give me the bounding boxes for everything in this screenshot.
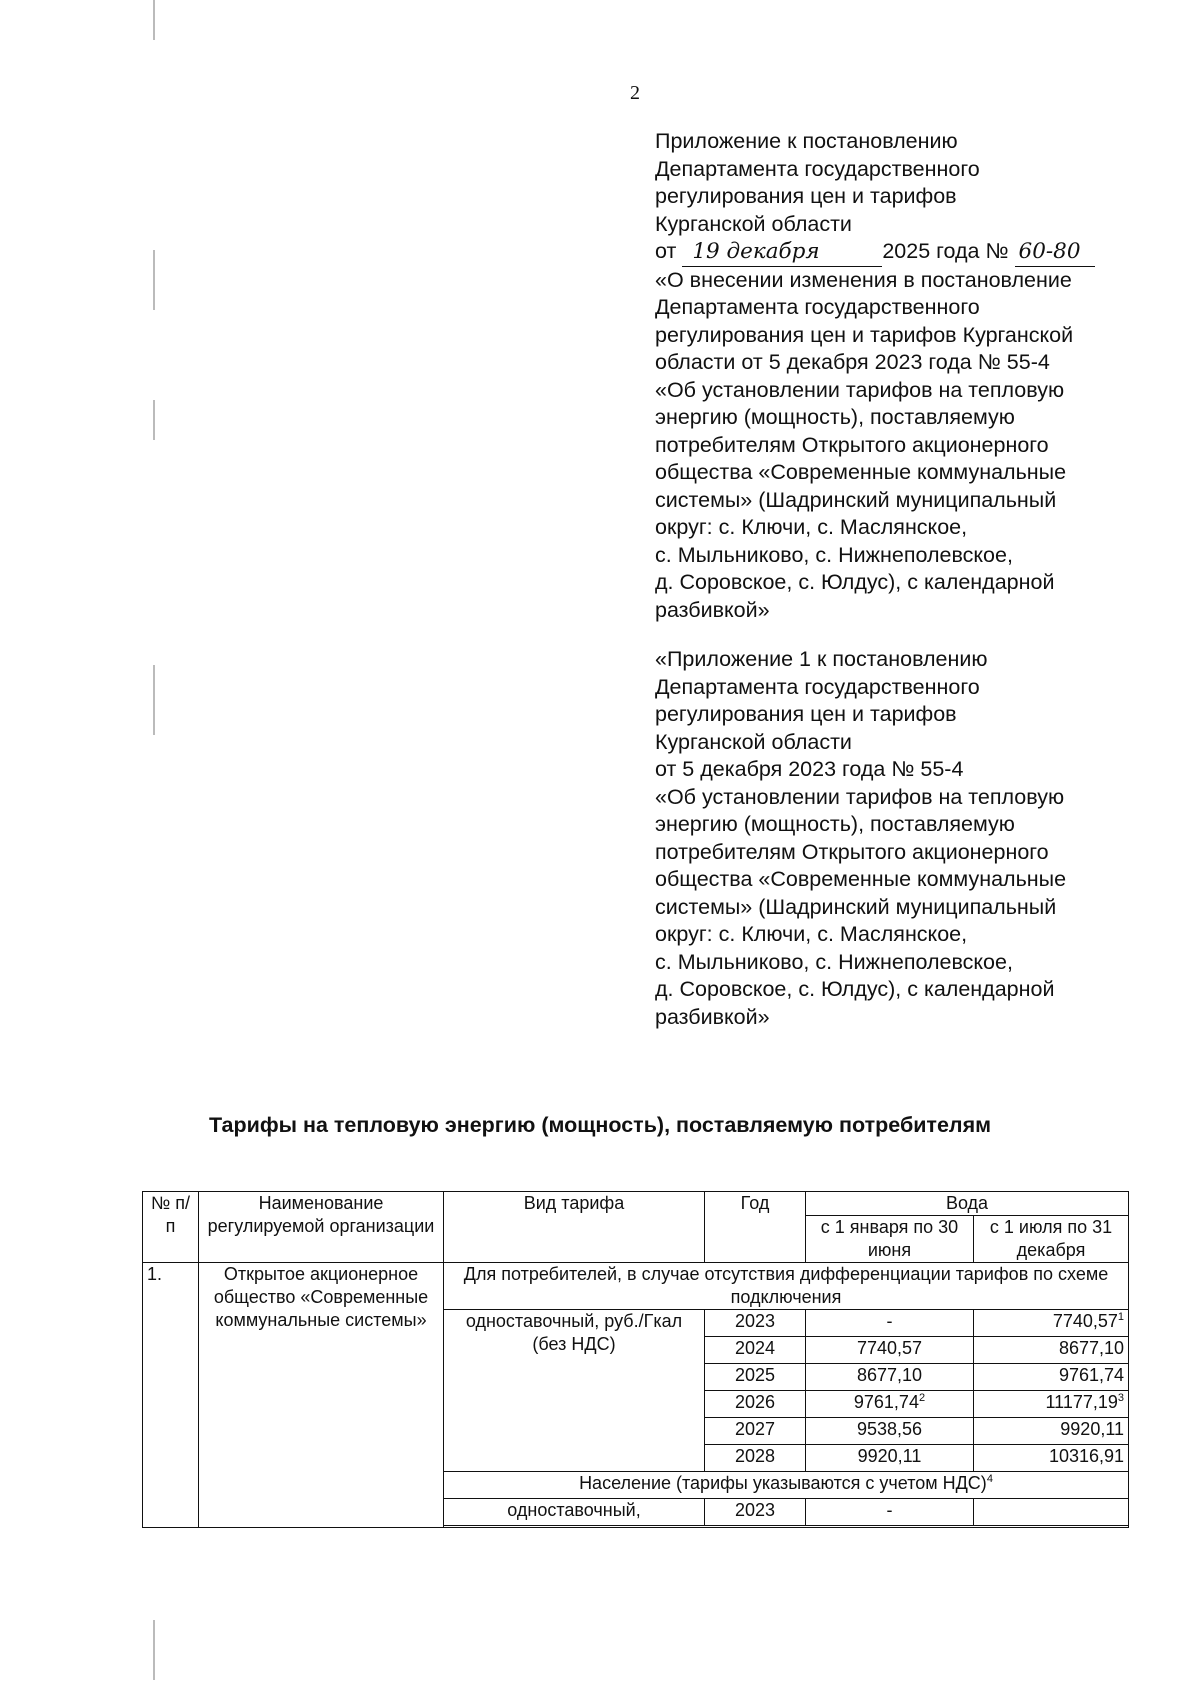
header-year: Год [705, 1192, 806, 1263]
header-water: Вода [806, 1192, 1129, 1216]
annex-1-line: от 5 декабря 2023 года № 55-4 [655, 757, 964, 781]
value-cell [974, 1418, 1129, 1445]
annex-line: с. Мыльниково, с. Нижнеполевское, [655, 542, 1013, 567]
year-cell: 2023 [705, 1310, 806, 1337]
value: 11177,19 [1045, 1392, 1118, 1412]
value-cell [806, 1337, 974, 1364]
table-header-row [143, 1192, 1129, 1216]
footnote-mark: 2 [918, 1392, 926, 1404]
organization-name: Открытое акционерное общество «Современные коммунальные системы» [199, 1263, 444, 1528]
annex-header [655, 128, 1165, 624]
table-bottom [444, 1526, 1129, 1528]
table-row [143, 1263, 1129, 1310]
annex-1-line: энергию (мощность), поставляемую [655, 812, 1015, 836]
annex-1-line: системы» (Шадринский муниципальный [655, 894, 1057, 919]
annex-line: округ: с. Ключи, с. Маслянское, [655, 515, 968, 539]
annex-date-line [655, 238, 1165, 267]
value-cell [806, 1391, 974, 1418]
annex-line: регулирования цен и тарифов [655, 184, 957, 208]
annex-1-line: «Приложение 1 к постановлению [655, 647, 988, 671]
document-title: Тарифы на тепловую энергию (мощность), поставляемую потребителям [208, 1113, 992, 1137]
scan-mark [153, 400, 155, 440]
value: 7740,57 [856, 1338, 923, 1358]
annex-1-line: регулирования цен и тарифов [655, 702, 957, 726]
year-cell: 2028 [705, 1445, 806, 1472]
value-cell: - [806, 1499, 974, 1526]
annex-line: потребителям Открытого акционерного [655, 432, 1049, 457]
annex-1-line: д. Соровское, с. Юлдус), с календарной [655, 977, 1055, 1001]
scan-mark [153, 0, 155, 40]
value-cell [974, 1499, 1129, 1526]
annex-line: общества «Современные коммунальные [655, 460, 1067, 484]
annex-line: области от 5 декабря 2023 года № 55-4 [655, 350, 1050, 374]
value-cell [974, 1445, 1129, 1472]
value: 9761,74 [1058, 1365, 1125, 1385]
annex-line: регулирования цен и тарифов Курганской [655, 322, 1074, 347]
header-num: № п/п [143, 1192, 199, 1263]
handwritten-number: 60-80 [1015, 238, 1095, 267]
annex-1-line: с. Мыльниково, с. Нижнеполевское, [655, 949, 1013, 974]
page-number: 2 [630, 82, 640, 104]
year-cell: 2025 [705, 1364, 806, 1391]
header-tariff-type: Вид тарифа [444, 1192, 705, 1263]
value-cell [974, 1310, 1129, 1337]
footnote-mark: 3 [1117, 1392, 1125, 1404]
annex-1-line: потребителям Открытого акционерного [655, 839, 1049, 864]
row-number: 1. [143, 1263, 199, 1528]
annex-line: системы» (Шадринский муниципальный [655, 487, 1057, 512]
footnote-mark: 1 [1117, 1311, 1125, 1323]
section-header [444, 1472, 1129, 1499]
year-cell: 2023 [705, 1499, 806, 1526]
value: 8677,10 [856, 1365, 923, 1385]
header-period-2: с 1 июля по 31 декабря [974, 1216, 1129, 1263]
scan-mark [153, 1620, 155, 1680]
annex-line: Департамента государственного [655, 156, 980, 181]
value-cell [974, 1364, 1129, 1391]
value-cell [806, 1364, 974, 1391]
value-cell [974, 1337, 1129, 1364]
annex-1-line: разбивкой» [655, 1004, 770, 1029]
scan-mark [153, 250, 155, 310]
section-header: Для потребителей, в случае отсутствия дифференциации тарифов по схеме подключения [444, 1263, 1129, 1310]
value: 9920,11 [857, 1446, 922, 1466]
header-org: Наименование регулируемой организации [199, 1192, 444, 1263]
value: 9538,56 [856, 1419, 923, 1439]
year-cell: 2027 [705, 1418, 806, 1445]
date-prefix: от [655, 239, 677, 263]
value-cell [974, 1391, 1129, 1418]
annex-1-line: округ: с. Ключи, с. Маслянское, [655, 922, 968, 946]
annex-line: разбивкой» [655, 597, 770, 622]
value: 10316,91 [1048, 1446, 1125, 1466]
annex-line: Департамента государственного [655, 295, 980, 319]
header-period-1: с 1 января по 30 июня [806, 1216, 974, 1263]
tariff-label: одноставочный, руб./Гкал (без НДС) [444, 1310, 705, 1472]
annex-1-line: «Об установлении тарифов на тепловую [655, 784, 1065, 809]
year-cell: 2026 [705, 1391, 806, 1418]
annex-line: «О внесении изменения в постановление [655, 267, 1072, 292]
section-text: Население (тарифы указываются с учетом НДС) [579, 1473, 987, 1493]
value: - [886, 1311, 893, 1331]
annex-line: энергию (мощность), поставляемую [655, 405, 1015, 429]
annex-1-header [655, 646, 1165, 1031]
annex-1-line: общества «Современные коммунальные [655, 867, 1067, 891]
annex-line: «Об установлении тарифов на тепловую [655, 377, 1065, 402]
value-cell [806, 1418, 974, 1445]
tariff-label: одноставочный, [444, 1499, 705, 1526]
value-cell [806, 1445, 974, 1472]
annex-line: Приложение к постановлению [655, 129, 958, 153]
footnote-mark: 4 [986, 1473, 993, 1485]
value: 9920,11 [1060, 1419, 1125, 1439]
value: 9761,74 [853, 1392, 919, 1412]
annex-1-line: Курганской области [655, 729, 852, 754]
annex-1-line: Департамента государственного [655, 674, 980, 699]
scan-mark [153, 665, 155, 735]
tariff-table [142, 1191, 1129, 1528]
value: 8677,10 [1058, 1338, 1125, 1358]
handwritten-date: 19 декабря [682, 238, 882, 267]
value: 7740,57 [1052, 1311, 1118, 1331]
annex-line: д. Соровское, с. Юлдус), с календарной [655, 570, 1055, 594]
value-cell [806, 1310, 974, 1337]
year-text: 2025 года № [882, 239, 1009, 263]
year-cell: 2024 [705, 1337, 806, 1364]
annex-line: Курганской области [655, 211, 852, 236]
